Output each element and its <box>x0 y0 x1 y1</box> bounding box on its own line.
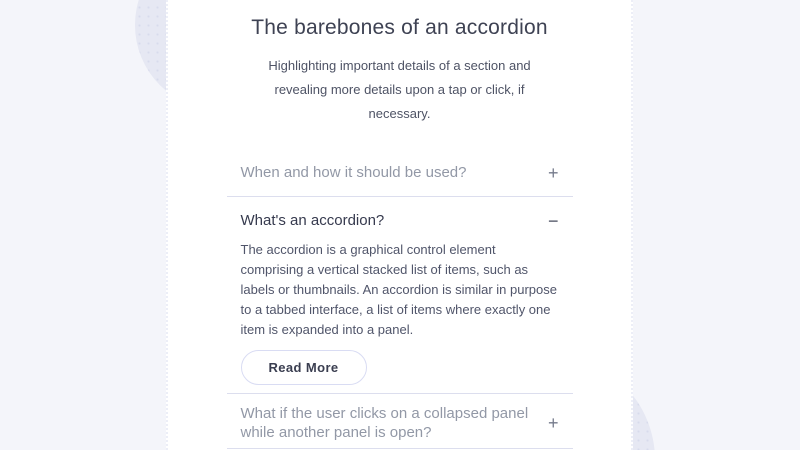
accordion-item-label: What if the user clicks on a collapsed panel while another panel is open? <box>240 405 529 441</box>
accordion-header-whats-an-accordion[interactable] <box>241 197 559 232</box>
page-title: The barebones of an accordion <box>251 16 548 39</box>
accordion <box>227 150 573 449</box>
accordion-item-whats-an-accordion <box>227 197 573 394</box>
accordion-item-label: When and how it should be used? <box>240 164 467 181</box>
plus-icon[interactable]: + <box>547 163 559 183</box>
accordion-panel <box>241 240 559 393</box>
plus-icon[interactable]: + <box>547 413 559 433</box>
accordion-header-when-how[interactable] <box>241 150 559 196</box>
accordion-item-label: What's an accordion? <box>240 212 385 229</box>
accordion-demo-card <box>166 0 633 450</box>
accordion-item-collapsed-panel-click <box>227 394 573 449</box>
read-more-button[interactable]: Read More <box>241 350 367 385</box>
accordion-header-collapsed-panel-click[interactable] <box>241 394 559 448</box>
accordion-item-when-how <box>227 150 573 197</box>
accordion-panel-text: The accordion is a graphical control element comprising a vertical stacked list of items, such as labels or thumbnails. An accordion is similar in purpose to a tabbed interface, a list of items where exactly one item is expanded into a panel. <box>240 242 557 337</box>
page-subtitle: Highlighting important details of a section and revealing more details upon a tap or click, if necessary. <box>268 58 531 121</box>
minus-icon[interactable]: − <box>547 211 559 231</box>
